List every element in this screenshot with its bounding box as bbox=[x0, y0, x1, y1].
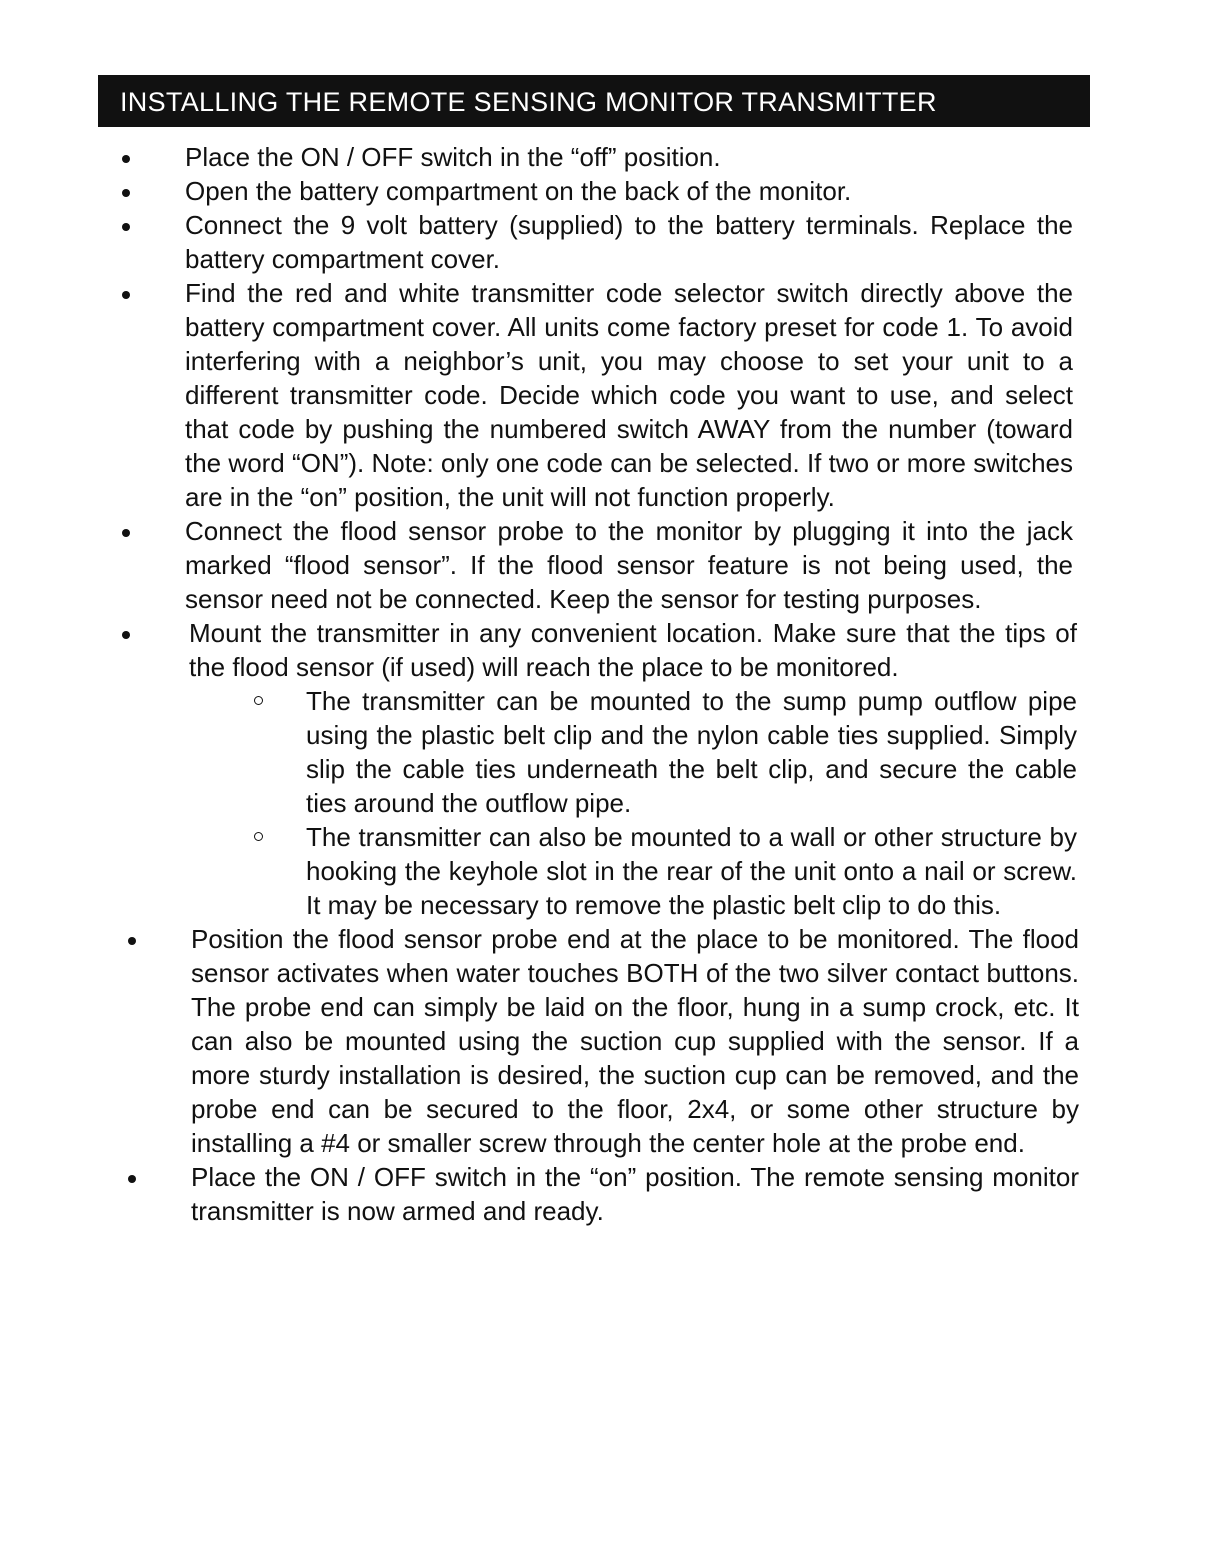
installation-steps-list bbox=[0, 140, 1206, 1228]
list-item bbox=[0, 616, 1077, 922]
step-text: Position the flood sensor probe end at the place to be monitored. The flood sensor activates when water touches BOTH of the two silver contact buttons. The probe end can simply be laid on the floor, hung in a sump crock, etc. It can also be mounted using the suction cup supplied with the sensor. If a more sturdy installation is desired, the suction cup can be removed, and the probe end can be secured to the floor, 2x4, or some other structure by installing a #4 or smaller screw through the center hole at the probe end. bbox=[191, 924, 1079, 1158]
section-header: INSTALLING THE REMOTE SENSING MONITOR TRANSMITTER bbox=[98, 75, 1090, 127]
circle-bullet-icon bbox=[254, 832, 263, 841]
bullet-icon bbox=[122, 631, 130, 639]
sub-list-item bbox=[306, 684, 1077, 820]
substep-text: The transmitter can be mounted to the sump pump outflow pipe using the plastic belt clip and the nylon cable ties supplied. Simply slip the cable ties underneath the belt clip, and secure the cable ties around the outflow pipe. bbox=[306, 686, 1077, 818]
list-item bbox=[0, 514, 1073, 616]
bullet-icon bbox=[122, 189, 130, 197]
step-text: Connect the flood sensor probe to the monitor by plugging it into the jack marked “flood sensor”. If the flood sensor feature is not being used, the sensor need not be connected. Keep the sensor for testing purposes. bbox=[185, 516, 1073, 614]
substep-text: The transmitter can also be mounted to a wall or other structure by hooking the keyhole slot in the rear of the unit onto a nail or screw. It may be necessary to remove the plastic belt clip to do this. bbox=[306, 822, 1077, 920]
step-text: Connect the 9 volt battery (supplied) to the battery terminals. Replace the battery compartment cover. bbox=[185, 210, 1073, 274]
list-item bbox=[0, 208, 1073, 276]
step-text: Find the red and white transmitter code selector switch directly above the battery compartment cover. All units come factory preset for code 1. To avoid interfering with a neighbor’s unit, you may choose to set your unit to a different transmitter code. Decide which code you want to use, and select that code by pushing the numbered switch AWAY from the number (toward the word “ON”). Note: only one code can be selected. If two or more switches are in the “on” position, the unit will not function properly. bbox=[185, 278, 1073, 512]
list-item bbox=[0, 174, 1073, 208]
circle-bullet-icon bbox=[254, 696, 263, 705]
list-item bbox=[0, 276, 1073, 514]
mounting-options-list bbox=[189, 684, 1077, 922]
list-item bbox=[0, 140, 1073, 174]
list-item bbox=[0, 922, 1079, 1160]
list-item bbox=[0, 1160, 1079, 1228]
bullet-icon bbox=[122, 529, 130, 537]
step-text: Place the ON / OFF switch in the “on” position. The remote sensing monitor transmitter is now armed and ready. bbox=[191, 1162, 1079, 1226]
bullet-icon bbox=[122, 155, 130, 163]
step-text: Open the battery compartment on the back of the monitor. bbox=[185, 176, 852, 206]
bullet-icon bbox=[128, 1175, 136, 1183]
bullet-icon bbox=[128, 937, 136, 945]
bullet-icon bbox=[122, 291, 130, 299]
step-text: Mount the transmitter in any convenient location. Make sure that the tips of the flood sensor (if used) will reach the place to be monitored. bbox=[189, 618, 1077, 682]
step-text: Place the ON / OFF switch in the “off” position. bbox=[185, 142, 721, 172]
sub-list-item bbox=[306, 820, 1077, 922]
bullet-icon bbox=[122, 223, 130, 231]
